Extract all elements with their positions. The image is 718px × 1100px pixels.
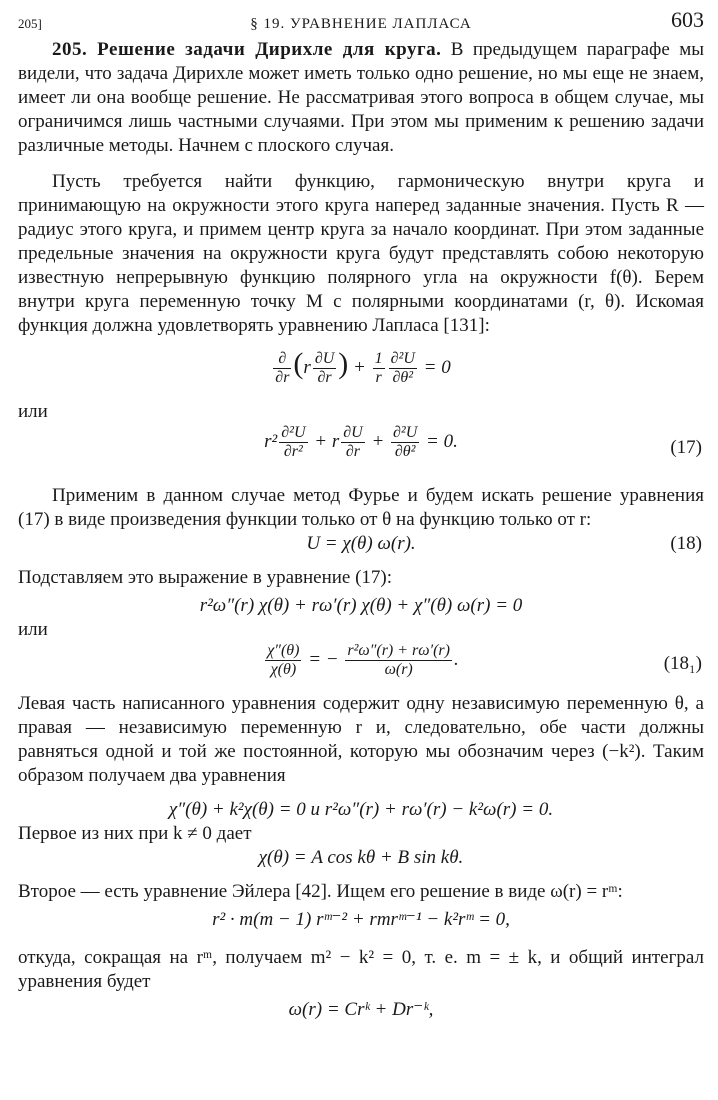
equation-number-18-1: (18₁) <box>663 653 702 674</box>
equation-omega-solution: ω(r) = Crᵏ + Dr⁻ᵏ, <box>288 999 434 1020</box>
paragraph-substitute: Подставляем это выражение в уравнение (17): <box>18 567 393 588</box>
equation-number-18: (18) <box>670 533 702 554</box>
paragraph-fourier: Применим в данном случае метод Фурье и будем искать решение уравнения (17) в виде произведения функции только от θ на функцию только от r: <box>18 485 704 530</box>
equation-laplace-polar: $\frac{\partial}{\partial r}$ (r $\frac{\partial U}{\partial r}$ ) + $\frac{1}{r}$ $\frac{\text{∂²U}}{\text{∂θ²}}$ = 0 <box>275 346 451 386</box>
word-or-1: или <box>18 401 48 422</box>
paragraph-separation: Левая часть написанного уравнения содержит одну независимую переменную θ, а правая — независимую переменную r и, следовательно, обе части должны равняться одной и той же постоянной, которую мы обозначим через (−k²). Таким образом получаем два уравнения <box>18 693 704 786</box>
section-number: 205] <box>18 16 42 31</box>
paragraph-intro-text: В предыдущем параграфе мы видели, что задача Дирихле может иметь только одно решение, но мы еще не знаем, имеет ли она вообще решение. Не рассматривая этого вопроса в общем случае, мы ограничимся лишь частными случаями. При этом мы применим к решению задачи различные методы. Начнем с плоского случая. <box>18 39 704 156</box>
equation-two-odes: χ″(θ) + k²χ(θ) = 0 и r²ω″(r) + rω′(r) − k²ω(r) = 0. <box>168 799 554 820</box>
chapter-title: § 19. УРАВНЕНИЕ ЛАПЛАСА <box>250 16 472 32</box>
running-header <box>18 8 704 38</box>
equation-euler-substitution: r² · m(m − 1) rᵐ⁻² + rmrᵐ⁻¹ − k²rᵐ = 0, <box>212 909 510 930</box>
paragraph-euler: Второе — есть уравнение Эйлера [42]. Ищем его решение в виде ω(r) = rᵐ: <box>18 881 623 902</box>
paragraph-general-integral: откуда, сокращая на rᵐ, получаем m² − k² = 0, т. е. m = ± k, и общий интеграл уравнения будет <box>18 947 704 992</box>
paragraph-intro <box>18 38 704 158</box>
equation-chi-solution: χ(θ) = A cos kθ + B sin kθ. <box>258 847 464 868</box>
equation-substituted: r²ω″(r) χ(θ) + rω′(r) χ(θ) + χ″(θ) ω(r) = 0 <box>199 595 523 616</box>
equation-17: r² $\frac{\text{∂²U}}{\text{∂r²}}$ + r $\frac{\partial U}{\partial r}$ + $\frac{\text{∂²U}}{\text{∂θ²}}$ = 0. (17) <box>264 424 702 460</box>
word-or-2: или <box>18 619 48 640</box>
equation-number-17: (17) <box>670 437 702 458</box>
page <box>18 8 704 1022</box>
equation-18: U = χ(θ) ω(r). (18) <box>306 533 702 554</box>
page-number: 603 <box>671 7 704 32</box>
paragraph-problem: Пусть требуется найти функцию, гармоническую внутри круга и принимающую на окружности этого круга наперед заданные значения. Пусть R — радиус этого круга, и примем центр круга за начало координат. При этом заданные предельные значения на окружности круга будут представлять собою некоторую известную непрерывную функцию полярного угла на окружности f(θ). Берем внутри круга переменную точку M с полярными координатами (r, θ). Искомая функция должна удовлетворять уравнению Лапласа [131]: <box>18 171 704 336</box>
paragraph-first: Первое из них при k ≠ 0 дает <box>18 823 252 844</box>
section-heading: 205. Решение задачи Дирихле для круга. <box>52 39 442 60</box>
equation-18-1: $\frac{\chi''(\theta)}{\chi(\theta)}$ = − $\frac{\text{r²ω″(r) + rω′(r)}}{\omega(r)}$ . (18₁) <box>267 642 702 678</box>
